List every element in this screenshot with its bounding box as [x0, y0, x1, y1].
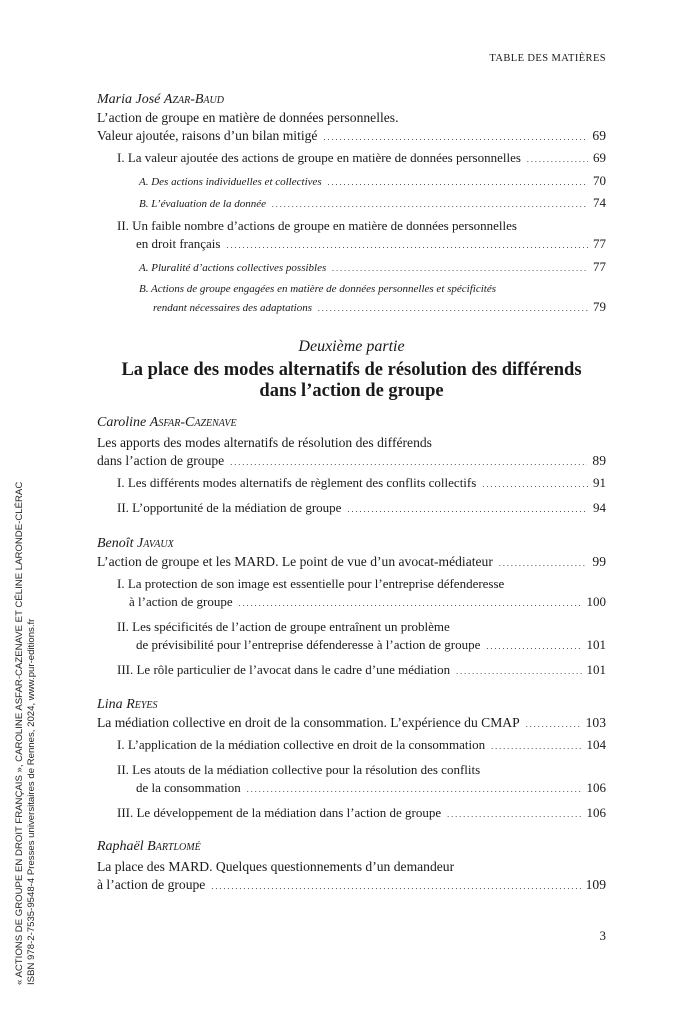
toc-section: II. Les spécificités de l’action de groupe entraînent un problème: [117, 619, 450, 634]
chapter-title-line[interactable]: à l’action de groupe ..... 109: [97, 876, 606, 896]
toc-entry-asfar-cazenave: [97, 414, 606, 519]
toc-entry-reyes: [97, 696, 606, 824]
toc-subsection[interactable]: rendant nécessaires des adaptations ..... 79: [97, 298, 606, 318]
toc-section[interactable]: I. Les différents modes alternatifs de règlement des conflits collectifs ..... 91: [97, 474, 606, 494]
author-name: Raphaël Bartlomé: [97, 839, 201, 854]
toc-section[interactable]: I. La valeur ajoutée des actions de groupe en matière de données personnelles ..... 69: [97, 149, 606, 169]
toc-section: I. La protection de son image est essentielle pour l’entreprise défenderesse: [117, 576, 505, 591]
author-name: Caroline Asfar-Cazenave: [97, 415, 237, 430]
part-subtitle: Deuxième partie: [298, 338, 405, 355]
running-head: TABLE DES MATIÈRES: [489, 53, 606, 64]
toc-subsection[interactable]: B. L’évaluation de la donnée ..... 74: [97, 194, 606, 214]
toc-section[interactable]: III. Le développement de la médiation dans l’action de groupe ..... 106: [97, 804, 606, 824]
chapter-title: La place des MARD. Quelques questionnements d’un demandeur: [97, 859, 455, 874]
chapter-title: Les apports des modes alternatifs de résolution des différends: [97, 435, 432, 450]
page-ref: 69: [592, 128, 606, 143]
author-name: Maria José Azar-Baud: [97, 92, 224, 107]
toc-subsection[interactable]: A. Pluralité d’actions collectives possibles ..... 77: [97, 258, 606, 278]
part-title: dans l’action de groupe: [259, 381, 444, 401]
chapter-title-line[interactable]: Valeur ajoutée, raisons d’un bilan mitigé ..... 69: [97, 127, 606, 147]
part-heading: [97, 337, 606, 402]
toc-entry-azar-baud: [97, 91, 606, 318]
chapter-title: L’action de groupe en matière de données personnelles.: [97, 110, 399, 125]
toc-section[interactable]: I. L’application de la médiation collective en droit de la consommation ..... 104: [97, 736, 606, 756]
chapter-title-line[interactable]: L’action de groupe et les MARD. Le point de vue d’un avocat-médiateur ..... 99: [97, 553, 606, 573]
part-title: La place des modes alternatifs de résolution des différends: [121, 360, 582, 380]
toc-section[interactable]: de la consommation ..... 106: [97, 779, 606, 799]
toc-section[interactable]: en droit français ..... 77: [97, 235, 606, 255]
chapter-title-line[interactable]: La médiation collective en droit de la consommation. L’expérience du CMAP ..... 103: [97, 714, 606, 734]
author-name: Benoît Javaux: [97, 536, 174, 551]
chapter-title-line[interactable]: dans l’action de groupe ..... 89: [97, 452, 606, 472]
toc-subsection[interactable]: A. Des actions individuelles et collectives ..... 70: [97, 172, 606, 192]
toc-section[interactable]: de prévisibilité pour l’entreprise défenderesse à l’action de groupe ..... 101: [97, 636, 606, 656]
toc-entry-javaux: [97, 535, 606, 681]
toc-section[interactable]: II. L’opportunité de la médiation de groupe ..... 94: [97, 499, 606, 519]
toc-subsection: B. Actions de groupe engagées en matière de données personnelles et spécificités: [139, 283, 496, 295]
toc-section[interactable]: III. Le rôle particulier de l’avocat dans le cadre d’une médiation ..... 101: [97, 661, 606, 681]
toc-section: II. Un faible nombre d’actions de groupe en matière de données personnelles: [117, 218, 517, 233]
author-name: Lina Reyes: [97, 697, 158, 712]
toc-section[interactable]: à l’action de groupe ..... 100: [97, 593, 606, 613]
page-number: 3: [599, 928, 606, 943]
toc-entry-bartlome: [97, 838, 606, 896]
toc-section: II. Les atouts de la médiation collective pour la résolution des conflits: [117, 762, 481, 777]
side-copyright-note: « ACTIONS DE GROUPE EN DROIT FRANÇAIS », CAROLINE ASFAR-CAZENAVE ET CÉLINE LARONDE-CLÉRAC ISBN 978-2-7535-9548-4 Presses universitaires de Rennes, 2024, www.pur-editions.fr: [14, 481, 37, 985]
